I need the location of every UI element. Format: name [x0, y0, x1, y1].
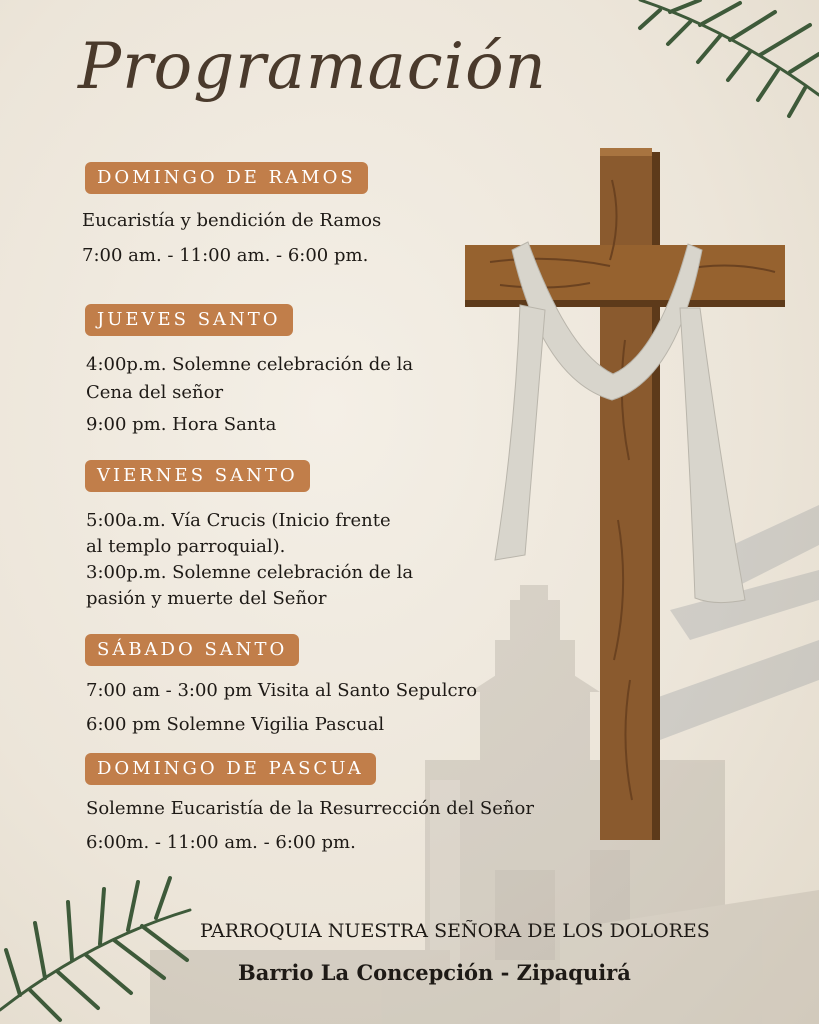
schedule-line: 7:00 am - 3:00 pm Visita al Santo Sepulcro — [86, 680, 478, 701]
parish-location: Barrio La Concepción - Zipaquirá — [238, 960, 631, 985]
schedule-line: al templo parroquial). — [86, 536, 286, 557]
schedule-line: 3:00p.m. Solemne celebración de la — [86, 562, 414, 583]
schedule-line: 7:00 am. - 11:00 am. - 6:00 pm. — [82, 245, 369, 266]
schedule-line: Solemne Eucaristía de la Resurrección del Señor — [86, 798, 534, 819]
schedule-line: 4:00p.m. Solemne celebración de la — [86, 354, 414, 375]
parish-name: PARROQUIA NUESTRA SEÑORA DE LOS DOLORES — [200, 920, 710, 942]
schedule-line: 6:00m. - 11:00 am. - 6:00 pm. — [86, 832, 356, 853]
schedule-line: pasión y muerte del Señor — [86, 588, 327, 609]
schedule-line: Cena del señor — [86, 382, 224, 403]
day-badge-domingo-de-pascua: DOMINGO DE PASCUA — [85, 753, 376, 785]
schedule-line: 9:00 pm. Hora Santa — [86, 414, 277, 435]
day-badge-sabado-santo: SÁBADO SANTO — [85, 634, 299, 666]
page-title: Programación — [78, 30, 547, 104]
day-badge-domingo-de-ramos: DOMINGO DE RAMOS — [85, 162, 368, 194]
palm-leaf-icon — [640, 0, 819, 116]
schedule-line: 6:00 pm Solemne Vigilia Pascual — [86, 714, 385, 735]
day-badge-viernes-santo: VIERNES SANTO — [85, 460, 310, 492]
day-badge-jueves-santo: JUEVES SANTO — [85, 304, 293, 336]
schedule-line: Eucaristía y bendición de Ramos — [82, 210, 382, 231]
schedule-line: 5:00a.m. Vía Crucis (Inicio frente — [86, 510, 391, 531]
